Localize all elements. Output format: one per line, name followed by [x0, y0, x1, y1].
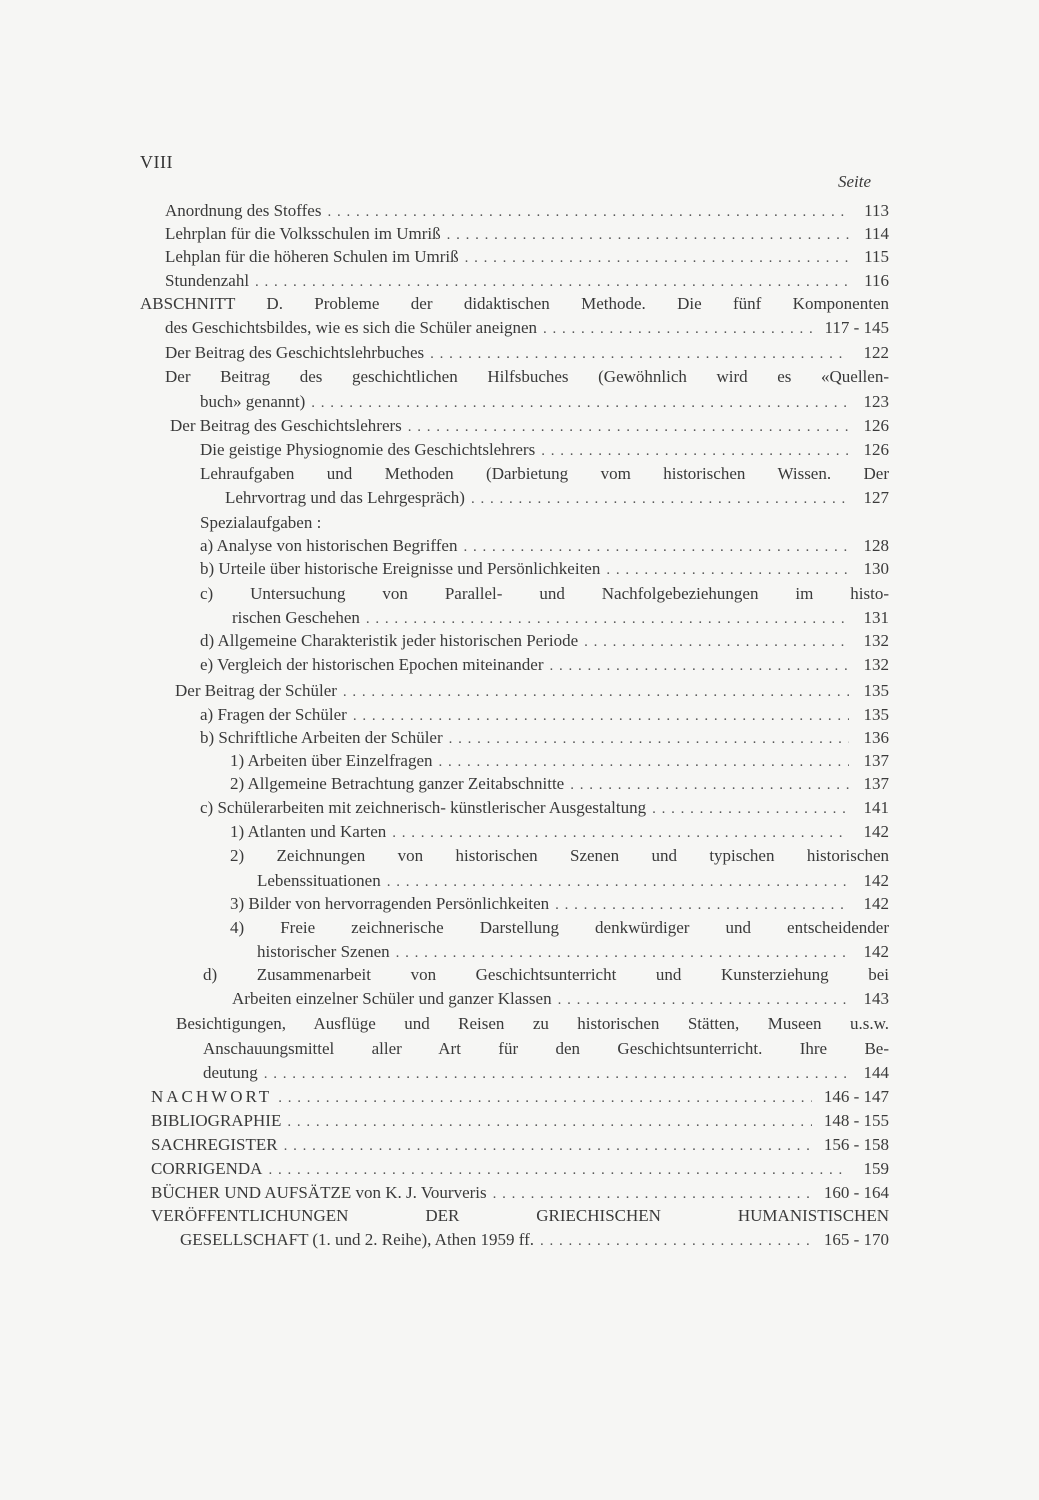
toc-entry-page: 159: [863, 1159, 889, 1178]
toc-entry-title: 2) Allgemeine Betrachtung ganzer Zeitabschnitte: [230, 774, 565, 793]
toc-dot-leader: [493, 1183, 812, 1205]
toc-dot-leader: [540, 1230, 812, 1252]
toc-entry-title: historischer Szenen: [257, 942, 390, 961]
toc-entry-title: c) Untersuchung von Parallel- und Nachfolgebeziehungen im histo-: [200, 584, 889, 603]
toc-entry: [225, 487, 889, 509]
toc-dot-leader: [439, 751, 850, 773]
toc-entry-page: 130: [863, 559, 889, 578]
toc-entry-title: Lehrplan für die Volksschulen im Umriß: [165, 224, 441, 243]
toc-entry-page: 144: [863, 1063, 889, 1082]
toc-entry-title: Besichtigungen, Ausflüge und Reisen zu historischen Stätten, Museen u.s.w.: [176, 1014, 889, 1033]
toc-entry: [200, 463, 889, 485]
toc-entry-page: 116: [864, 271, 889, 290]
toc-entry: [200, 583, 889, 605]
toc-entry-title: c) Schülerarbeiten mit zeichnerisch- künstlerischer Ausgestaltung: [200, 798, 647, 817]
toc-dot-leader: [408, 416, 849, 438]
toc-entry: [151, 1086, 889, 1108]
toc-dot-leader: [278, 1087, 812, 1109]
toc-entry-page: 114: [864, 224, 889, 243]
toc-dot-leader: [584, 631, 849, 653]
toc-entry: [200, 439, 889, 461]
toc-entry-page: 137: [863, 774, 889, 793]
toc-entry-title: d) Zusammenarbeit von Geschichtsunterricht und Kunsterziehung bei: [203, 965, 889, 984]
toc-dot-leader: [287, 1111, 811, 1133]
toc-entry: [232, 607, 889, 629]
toc-dot-leader: [449, 728, 849, 750]
toc-entry: [200, 704, 889, 726]
toc-entry-page: 143: [863, 989, 889, 1008]
toc-dot-leader: [264, 1063, 849, 1085]
toc-entry: [165, 223, 889, 245]
toc-entry: [151, 1205, 889, 1227]
toc-dot-leader: [558, 989, 849, 1011]
toc-dot-leader: [555, 894, 849, 916]
toc-entry-title: des Geschichtsbildes, wie es sich die Schüler aneignen: [165, 318, 538, 337]
toc-entry: [203, 964, 889, 986]
toc-entry-title: d) Allgemeine Charakteristik jeder historischen Periode: [200, 631, 579, 650]
toc-entry-title: Spezialaufgaben :: [200, 513, 322, 532]
toc-entry-title: Der Beitrag des geschichtlichen Hilfsbuches (Gewöhnlich wird es «Quellen-: [165, 367, 889, 386]
toc-entry-title: Der Beitrag des Geschichtslehrbuches: [165, 343, 425, 362]
toc-dot-leader: [465, 247, 849, 269]
toc-entry-page: 142: [863, 822, 889, 841]
toc-entry-title: a) Analyse von historischen Begriffen: [200, 536, 458, 555]
toc-entry-title: Lebenssituationen: [257, 871, 381, 890]
toc-entry-title: Anordnung des Stoffes: [165, 201, 322, 220]
toc-entry-title: e) Vergleich der historischen Epochen miteinander: [200, 655, 544, 674]
toc-entry-title: a) Fragen der Schüler: [200, 705, 347, 724]
toc-dot-leader: [652, 798, 849, 820]
toc-entry-title: 4) Freie zeichnerische Darstellung denkwürdiger und entscheidender: [230, 918, 889, 937]
toc-entry-page: 123: [863, 392, 889, 411]
toc-dot-leader: [471, 488, 849, 510]
toc-entry: [200, 727, 889, 749]
toc-dot-leader: [550, 655, 849, 677]
toc-entry-page: 160 - 164: [823, 1183, 889, 1202]
toc-entry-page: 165 - 170: [823, 1230, 889, 1249]
toc-entry-title: Lehplan für die höheren Schulen im Umriß: [165, 247, 459, 266]
toc-entry: [200, 535, 889, 557]
toc-entry-page: 135: [863, 681, 889, 700]
toc-entry: [151, 1182, 889, 1204]
toc-entry: [165, 317, 889, 339]
toc-entry: [230, 893, 889, 915]
toc-entry: [151, 1158, 889, 1180]
toc-entry-page: 117 - 145: [824, 318, 889, 337]
toc-entry: [165, 246, 889, 268]
toc-dot-leader: [311, 392, 849, 414]
toc-dot-leader: [541, 440, 849, 462]
toc-entry-page: 142: [863, 871, 889, 890]
toc-dot-leader: [343, 681, 849, 703]
toc-entry: [230, 917, 889, 939]
toc-dot-leader: [606, 559, 849, 581]
toc-entry-title: deutung: [203, 1063, 258, 1082]
toc-entry: [200, 654, 889, 676]
toc-entry-page: 122: [863, 343, 889, 362]
toc-entry: [230, 750, 889, 772]
seite-header: Seite: [838, 172, 872, 191]
toc-entry-title: Der Beitrag des Geschichtslehrers: [170, 416, 402, 435]
toc-entry: [200, 391, 889, 413]
toc-entry-title: b) Schriftliche Arbeiten der Schüler: [200, 728, 443, 747]
toc-entry-page: 115: [864, 247, 889, 266]
toc-entry: [200, 512, 889, 534]
toc-entry: [180, 1229, 889, 1251]
toc-entry-title: 1) Arbeiten über Einzelfragen: [230, 751, 433, 770]
toc-entry: [140, 293, 889, 315]
toc-entry-page: 132: [863, 655, 889, 674]
toc-entry-title: buch» genannt): [200, 392, 306, 411]
toc-entry: [165, 342, 889, 364]
toc-entry-page: 113: [864, 201, 889, 220]
toc-entry: [257, 870, 889, 892]
toc-entry: [151, 1110, 889, 1132]
toc-entry: [230, 845, 889, 867]
toc-entry-page: 132: [863, 631, 889, 650]
toc-entry: [200, 558, 889, 580]
toc-entry: [165, 270, 889, 292]
toc-entry-title: 1) Atlanten und Karten: [230, 822, 387, 841]
toc-entry-title: Arbeiten einzelner Schüler und ganzer Klassen: [232, 989, 552, 1008]
toc-entry-page: 131: [863, 608, 889, 627]
toc-entry-title: ABSCHNITT D. Probleme der didaktischen Methode. Die fünf Komponenten: [140, 294, 889, 313]
toc-dot-leader: [570, 774, 849, 796]
toc-entry-title: Stundenzahl: [165, 271, 250, 290]
toc-entry-title: Lehraufgaben und Methoden (Darbietung vom historischen Wissen. Der: [200, 464, 889, 483]
toc-dot-leader: [268, 1159, 849, 1181]
toc-dot-leader: [392, 822, 849, 844]
toc-entry: [165, 366, 889, 388]
toc-entry: [230, 773, 889, 795]
toc-entry-page: 156 - 158: [823, 1135, 889, 1154]
toc-entry-title: BIBLIOGRAPHIE: [151, 1111, 282, 1130]
toc-entry-page: 135: [863, 705, 889, 724]
toc-entry-title: Anschauungsmittel aller Art für den Geschichtsunterricht. Ihre Be-: [203, 1039, 889, 1058]
toc-entry: [232, 988, 889, 1010]
toc-entry-page: 141: [863, 798, 889, 817]
toc-entry-title: VERÖFFENTLICHUNGEN DER GRIECHISCHEN HUMANISTISCHEN: [151, 1206, 889, 1225]
toc-entry-title: Lehrvortrag und das Lehrgespräch): [225, 488, 465, 507]
toc-entry-title: 3) Bilder von hervorragenden Persönlichkeiten: [230, 894, 550, 913]
page-number: VIII: [140, 152, 173, 172]
toc-entry: [203, 1062, 889, 1084]
toc-dot-leader: [543, 318, 812, 340]
toc-entry-page: 126: [863, 440, 889, 459]
toc-entry-page: 128: [863, 536, 889, 555]
toc-entry-title: Der Beitrag der Schüler: [175, 681, 337, 700]
toc-dot-leader: [447, 224, 849, 246]
toc-dot-leader: [327, 201, 849, 223]
toc-entry-page: 142: [863, 942, 889, 961]
toc-entry-page: 137: [863, 751, 889, 770]
toc-entry-page: 136: [863, 728, 889, 747]
toc-entry-title: b) Urteile über historische Ereignisse und Persönlichkeiten: [200, 559, 601, 578]
toc-entry: [203, 1038, 889, 1060]
toc-entry-title: 2) Zeichnungen von historischen Szenen und typischen historischen: [230, 846, 889, 865]
toc-entry: [165, 200, 889, 222]
toc-entry-page: 127: [863, 488, 889, 507]
toc-entry: [200, 797, 889, 819]
toc-dot-leader: [284, 1135, 812, 1157]
toc-dot-leader: [396, 942, 849, 964]
toc-dot-leader: [366, 608, 849, 630]
toc-entry-title: BÜCHER UND AUFSÄTZE von K. J. Vourveris: [151, 1183, 487, 1202]
toc-entry: [200, 630, 889, 652]
toc-dot-leader: [353, 705, 849, 727]
toc-dot-leader: [463, 536, 849, 558]
toc-dot-leader: [430, 343, 849, 365]
toc-entry-title: Die geistige Physiognomie des Geschichtslehrers: [200, 440, 536, 459]
toc-entry-title: GESELLSCHAFT (1. und 2. Reihe), Athen 1959 ff.: [180, 1230, 534, 1249]
toc-entry-title: SACHREGISTER: [151, 1135, 278, 1154]
toc-entry: [175, 680, 889, 702]
toc-entry-page: 126: [863, 416, 889, 435]
toc-entry-page: 146 - 147: [823, 1087, 889, 1106]
toc-entry-title: CORRIGENDA: [151, 1159, 263, 1178]
toc-entry-page: 142: [863, 894, 889, 913]
toc-entry-title: NACHWORT: [151, 1087, 273, 1106]
toc-entry: [176, 1013, 889, 1035]
toc-entry-title: rischen Geschehen: [232, 608, 360, 627]
toc-entry: [151, 1134, 889, 1156]
toc-entry: [230, 821, 889, 843]
toc-dot-leader: [387, 871, 849, 893]
toc-entry: [257, 941, 889, 963]
toc-entry: [170, 415, 889, 437]
toc-dot-leader: [255, 271, 849, 293]
toc-entry-page: 148 - 155: [823, 1111, 889, 1130]
